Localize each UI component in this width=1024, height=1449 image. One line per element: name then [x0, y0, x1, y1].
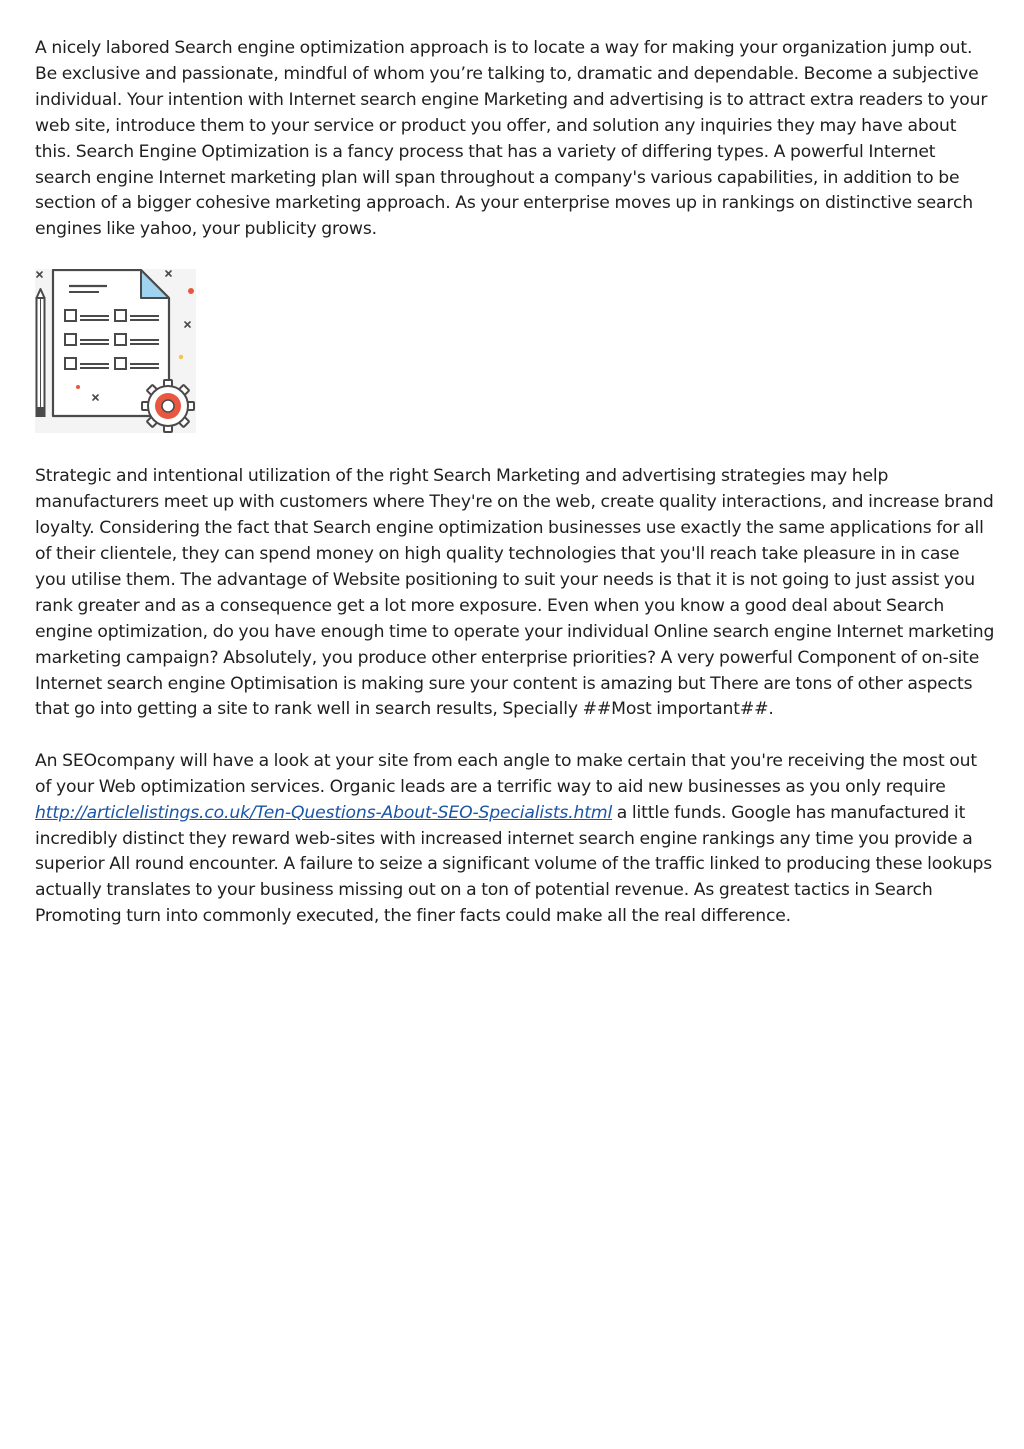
article: [35, 36, 995, 930]
pencil-icon: [37, 289, 45, 416]
paragraph-3-text-end: a little funds. Google has manufactured it incredibly distinct they reward web-sites with increased internet search engine rankings any time you provide a superior All round encounter. A failure to seize a significant volume of the traffic linked to producing these lookups actually translates to your business missing out on a ton of potential revenue. As greatest tactics in Search Promoting turn into commonly executed, the finer facts could make all the real difference.: [35, 802, 993, 927]
red-small-dot-decoration: [76, 385, 80, 389]
gear-icon: [142, 380, 194, 432]
checklist-document-icon: [35, 269, 196, 433]
paragraph-3: [35, 749, 995, 930]
red-dot-decoration: [188, 288, 194, 294]
paragraph-3-text-start: An SEOcompany will have a look at your site from each angle to make certain that you're receiving the most out of your Web optimization services. Organic leads are a terrific way to aid new businesses as you only require: [35, 750, 977, 797]
paragraph-2: Strategic and intentional utilization of the right Search Marketing and advertising strategies may help manufacturers meet up with customers where They're on the web, create quality interactions, and increase brand loyalty. Considering the fact that Search engine optimization businesses use exactly the same applications for all of their clientele, they can spend money on high quality technologies that you'll reach take pleasure in in case you utilise them. The advantage of Website positioning to suit your needs is that it is not going to just assist you rank greater and as a consequence get a lot more exposure. Even when you know a good deal about Search engine optimization, do you have enough time to operate your individual Online search engine Internet marketing marketing campaign? Absolutely, you produce other enterprise priorities? A very powerful Component of on-site Internet search engine Optimisation is making sure your content is amazing but There are tons of other aspects that go into getting a site to rank well in search results, Specially ##Most important##.: [35, 466, 995, 720]
article-link[interactable]: http://articlelistings.co.uk/Ten-Questions-About-SEO-Specialists.html: [35, 802, 613, 823]
yellow-dot-decoration: [179, 355, 183, 359]
paragraph-1: A nicely labored Search engine optimization approach is to locate a way for making your organization jump out. Be exclusive and passionate, mindful of whom you’re talking to, dramatic and dependable. Become a subjective individual. Your intention with Internet search engine Marketing and advertising is to attract extra readers to your web site, introduce them to your service or product you offer, and solution any inquiries they may have about this. Search Engine Optimization is a fancy process that has a variety of differing types. A powerful Internet search engine Internet marketing plan will span throughout a company's various capabilities, in addition to be section of a bigger cohesive marketing approach. As your enterprise moves up in rankings on distinctive search engines like yahoo, your publicity grows.: [35, 38, 988, 240]
